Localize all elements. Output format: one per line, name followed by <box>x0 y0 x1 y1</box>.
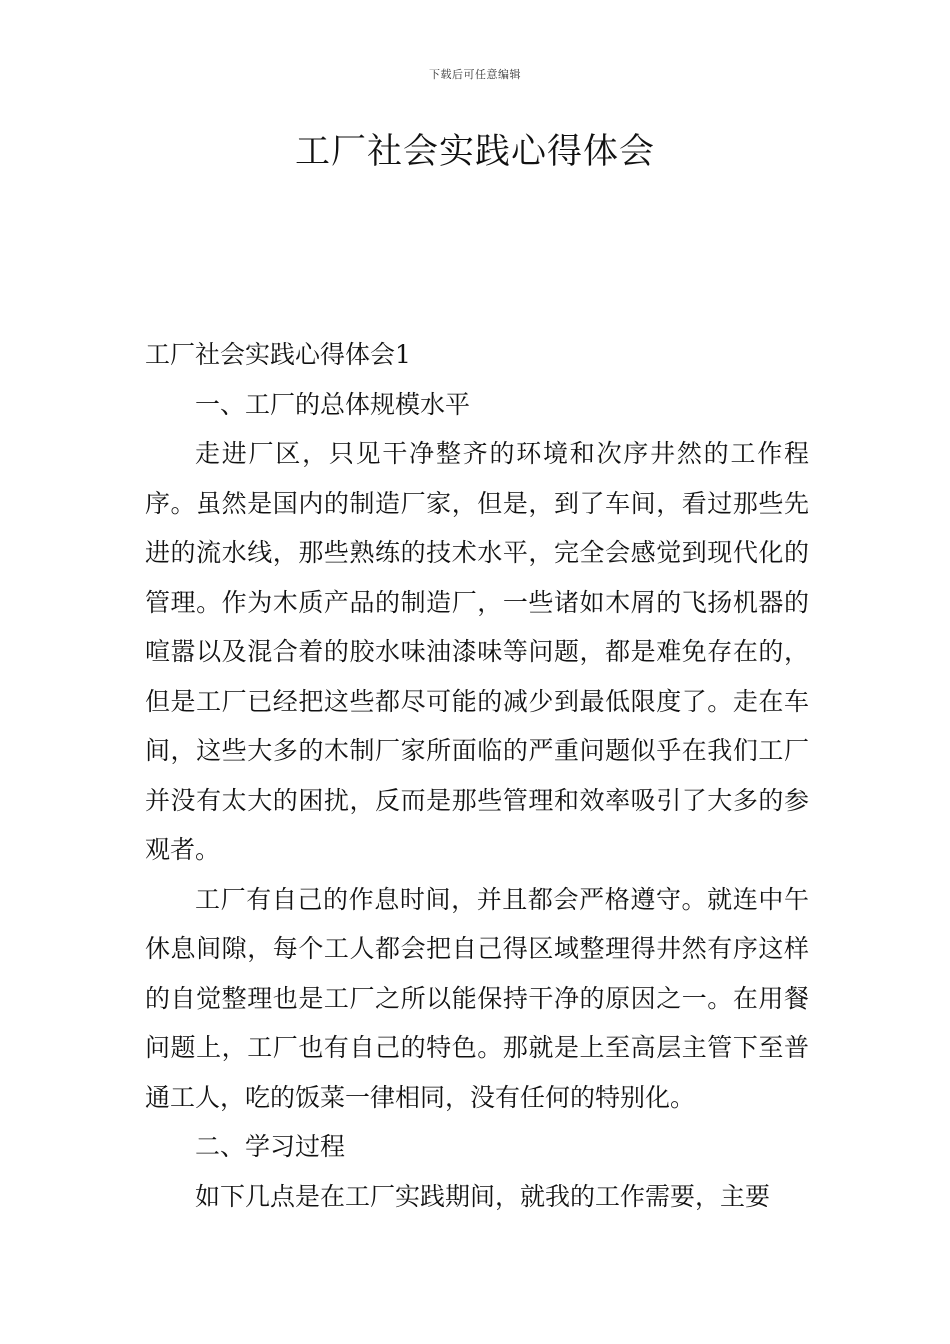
paragraph-factory-environment: 走进厂区，只见干净整齐的环境和次序井然的工作程序。虽然是国内的制造厂家，但是，到了车间，看过那些先进的流水线，那些熟练的技术水平，完全会感觉到现代化的管理。作为木质产品的制造厂，一些诸如木屑的飞扬机器的喧嚣以及混合着的胶水味油漆味等问题，都是难免存在的，但是工厂已经把这些都尽可能的减少到最低限度了。走在车间，这些大多的木制厂家所面临的严重问题似乎在我们工厂并没有太大的困扰，反而是那些管理和效率吸引了大多的参观者。 <box>145 439 809 864</box>
paragraph-work-schedule: 工厂有自己的作息时间，并且都会严格遵守。就连中午休息间隙，每个工人都会把自己得区域整理得井然有序这样的自觉整理也是工厂之所以能保持干净的原因之一。在用餐问题上，工厂也有自己的特色。那就是上至高层主管下至普通工人，吃的饭菜一律相同，没有任何的特别化。 <box>145 884 809 1112</box>
document-body <box>145 330 809 1221</box>
download-note: 下载后可任意编辑 <box>429 68 521 81</box>
subheading-learning-process: 二、学习过程 <box>195 1132 346 1161</box>
document-title: 工厂社会实践心得体会 <box>294 132 655 172</box>
section-heading: 工厂社会实践心得体会1 <box>145 340 411 369</box>
paragraph-learning-points: 如下几点是在工厂实践期间，就我的工作需要，主要 <box>195 1181 771 1211</box>
subheading-scale: 一、工厂的总体规模水平 <box>195 389 471 419</box>
